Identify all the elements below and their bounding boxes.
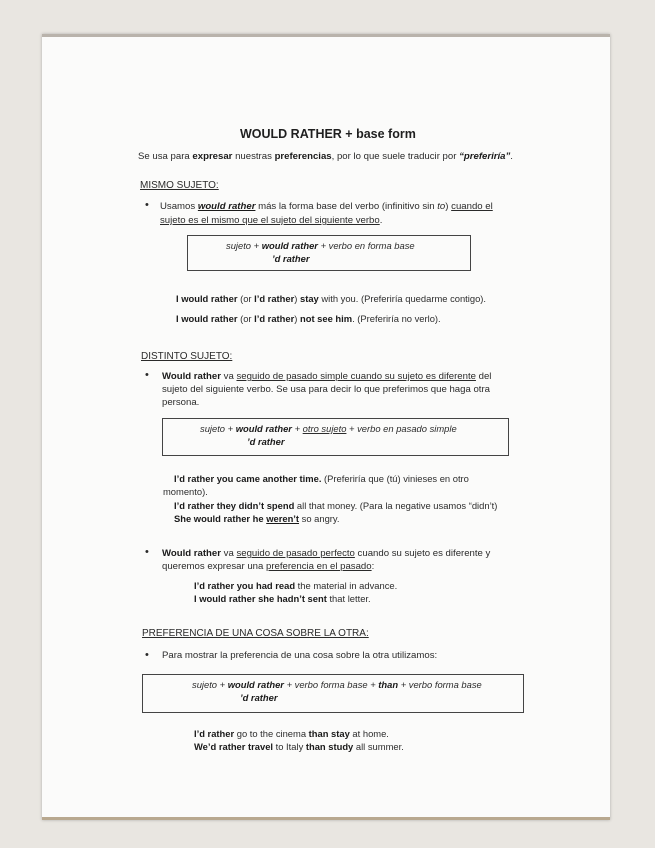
bullet-icon: • <box>145 199 149 211</box>
s2-example-1-line1: I’d rather you came another time. (Preferiría que (tú) vinieses en otro <box>174 473 469 484</box>
s2-explanation-line3: persona. <box>162 397 200 408</box>
section-heading-preferencia: PREFERENCIA DE UNA COSA SOBRE LA OTRA: <box>142 628 369 639</box>
s3-formula-line1: sujeto + would rather + verbo forma base + than + verbo forma base <box>192 679 482 690</box>
section-heading-mismo-sujeto: MISMO SUJETO: <box>140 180 219 191</box>
s3-formula-line2: ’d rather <box>240 692 278 703</box>
s2-formula-line2: ’d rather <box>247 436 285 447</box>
s3-explanation-line1: Para mostrar la preferencia de una cosa sobre la otra utilizamos: <box>162 650 438 661</box>
bullet-icon: • <box>145 546 149 558</box>
bullet-icon: • <box>145 649 149 661</box>
s2-bullet2-line1: Would rather va seguido de pasado perfecto cuando su sujeto es diferente y <box>162 548 491 559</box>
bullet-icon: • <box>145 369 149 381</box>
document-title: WOULD RATHER + base form <box>240 127 416 141</box>
s1-example-1: I would rather (or I’d rather) stay with you. (Preferiría quedarme contigo). <box>176 293 487 304</box>
s3-example-2: We’d rather travel to Italy than study all summer. <box>194 741 404 752</box>
s1-example-2: I would rather (or I’d rather) not see him. (Preferiría no verlo). <box>176 313 441 324</box>
s2-example-2: I’d rather they didn’t spend all that money. (Para la negative usamos “didn’t) <box>174 500 498 511</box>
s2-explanation-line2: sujeto del siguiente verbo. Se usa para decir lo que preferimos que haga otra <box>162 384 490 395</box>
section-heading-distinto-sujeto: DISTINTO SUJETO: <box>141 351 233 362</box>
s1-formula-line1: sujeto + would rather + verbo en forma base <box>226 240 415 251</box>
s2-example-5: I would rather she hadn’t sent that letter. <box>194 593 371 604</box>
s2-bullet2-line2: queremos expresar una preferencia en el pasado: <box>162 561 375 572</box>
s2-example-3: She would rather he weren’t so angry. <box>174 513 340 524</box>
s1-explanation-line2: sujeto es el mismo que el sujeto del siguiente verbo. <box>160 215 383 226</box>
s2-example-1-line2: momento). <box>163 486 208 497</box>
intro-paragraph: Se usa para expresar nuestras preferencias, por lo que suele traducir por “preferiría”. <box>138 151 513 162</box>
s1-formula-line2: ’d rather <box>272 253 310 264</box>
s2-formula-line1: sujeto + would rather + otro sujeto + verbo en pasado simple <box>200 423 457 434</box>
s2-example-4: I’d rather you had read the material in advance. <box>194 580 398 591</box>
s3-example-1: I’d rather go to the cinema than stay at home. <box>194 728 389 739</box>
s1-explanation-line1: Usamos would rather más la forma base del verbo (infinitivo sin to) cuando el <box>160 201 493 212</box>
s2-explanation-line1: Would rather va seguido de pasado simple cuando su sujeto es diferente del <box>162 371 492 382</box>
document-page <box>42 34 610 820</box>
